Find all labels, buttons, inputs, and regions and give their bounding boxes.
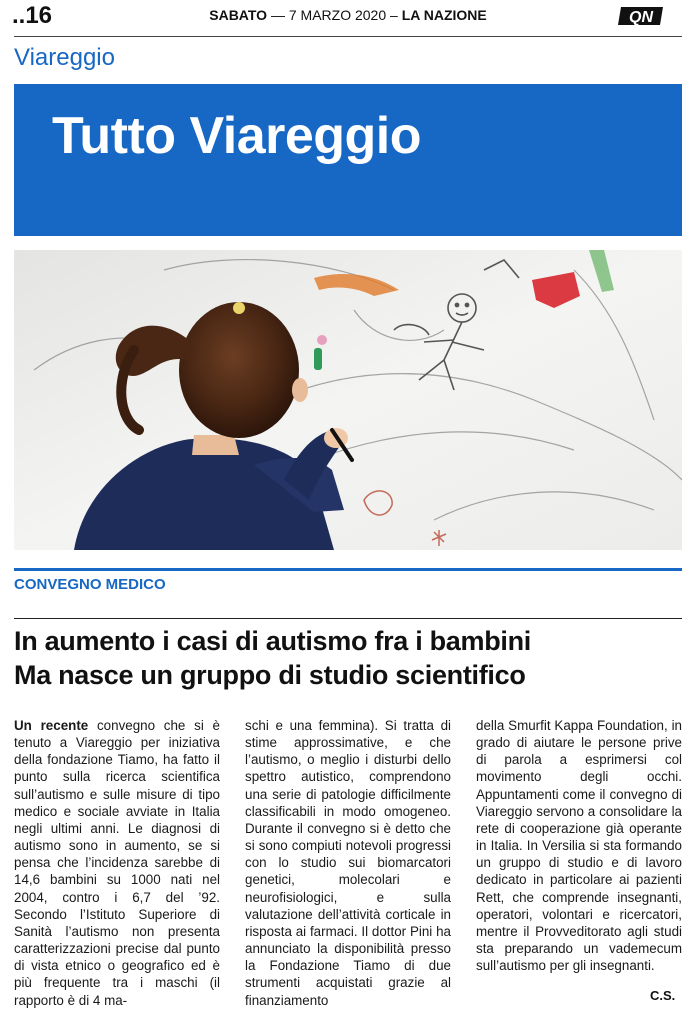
headline-rule — [14, 618, 682, 619]
author-signature: C.S. — [650, 988, 676, 1003]
dateline-day: SABATO — [209, 7, 268, 23]
kicker-rule — [14, 568, 682, 571]
article-lead-in: Un recente — [14, 718, 89, 733]
article-kicker: CONVEGNO MEDICO — [14, 576, 166, 593]
qn-logo-text: QN — [629, 9, 653, 26]
dateline — [0, 7, 696, 23]
dateline-separator: — — [270, 7, 285, 23]
dateline-separator: – — [390, 7, 398, 23]
section-name: Viareggio — [14, 44, 115, 71]
article-column-3: della Smurfit Kappa Foundation, in grado di aiutare le persone prive di parola a esprimersi col movimento degli occhi. Appuntamenti come il convegno di Viareggio servono a consolidare la rete di cooperazione già operante in Italia. In Versilia si sta formando un gruppo di studio e di lavoro dedicato in particolare ai pazienti Rett, che comprende insegnanti, operatori, volontari e ricercatori, mentre il Provveditorato agli studi sta preparando un vademecum sull’autismo per gli insegnanti. — [476, 718, 682, 974]
article-headline — [14, 624, 682, 692]
headline-line-2: Ma nasce un gruppo di studio scientifico — [14, 660, 526, 690]
article-column-1 — [14, 717, 220, 1009]
banner-title: Tutto Viareggio — [52, 107, 422, 165]
article-column-1-text: convegno che si è tenuto a Viareggio per iniziativa della fondazione Tiamo, ha fatto il punto sulla ricerca scientifica sull’autismo e sulle misure di tipo medico e sociale avviate in Italia negli ultimi anni. Le diagnosi di autismo sono in aumento, se si pensa che l’incidenza sarebbe di 14,6 bambini su 1000 nati nel 2004, contro i 6,7 del ’92. Secondo l’Istituto Superiore di Sanità l’autismo non presenta caratterizzazioni precise dal punto di vista etnico o geografico ed è più frequente tra i maschi (il rapporto è di 4 ma- — [14, 718, 220, 1008]
article-column-2: schi e una femmina). Si tratta di stime approssimative, e che l’autismo, o meglio i disturbi dello spettro autistico, comprendono una serie di patologie difficilmente classificabili in modo omogeneo. Durante il convegno si è detto che si sono compiuti notevoli progressi con lo studio sui biomarcatori genetici, molecolari e neurofisiologici, e sulla valutazione dell’attività corticale in risposta ai farmaci. Il dottor Pini ha annunciato la disponibilità presso la Fondazione Tiamo di due strumenti acquistati grazie al finanziamento — [245, 718, 451, 1008]
article-photo — [14, 250, 682, 550]
dateline-date: 7 MARZO 2020 — [288, 7, 387, 23]
section-banner — [14, 84, 682, 236]
headline-line-1: In aumento i casi di autismo fra i bambini — [14, 626, 531, 656]
header-divider — [14, 36, 682, 37]
qn-logo-icon — [618, 5, 666, 27]
page-header — [0, 0, 696, 34]
dateline-newspaper: LA NAZIONE — [401, 7, 487, 23]
page-number: ..16 — [12, 2, 53, 29]
